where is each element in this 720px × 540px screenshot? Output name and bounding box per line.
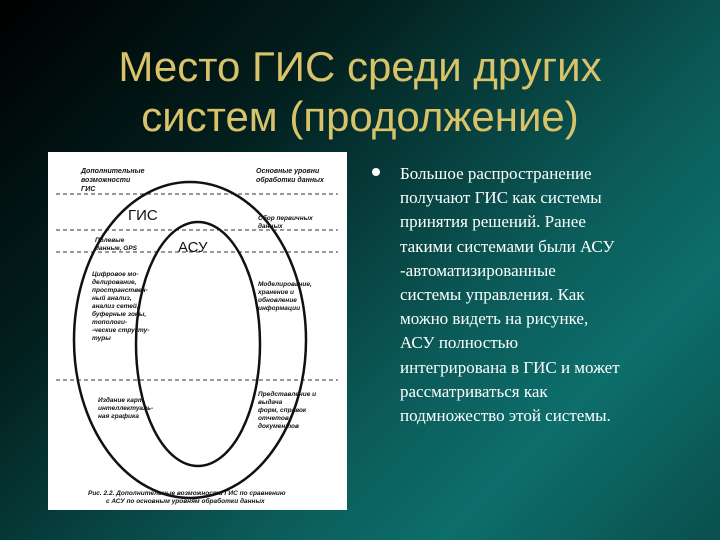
left-item-modeling (92, 271, 151, 342)
bullet-line: системы управления. Как (400, 285, 585, 305)
figure-caption (88, 490, 287, 505)
bullet-line: -автоматизированные (400, 260, 556, 280)
bullet-line: Большое распространение (400, 164, 592, 183)
left-header-line: возможности (81, 177, 131, 184)
left-item-line: ная графика (98, 413, 139, 420)
left-item-line: Издание карт, (98, 397, 146, 404)
caption-line: Рис. 2.2. Дополнительные возможности ГИС по сравнению (88, 490, 286, 497)
right-item-line: информации (258, 305, 301, 312)
right-item-line: отчетов, (258, 415, 291, 422)
left-item-line: пространствен- (92, 287, 148, 294)
right-item-line: документов (258, 423, 299, 430)
left-item-line: -ческие структу- (92, 327, 150, 334)
right-item-line: данных (258, 223, 283, 230)
right-item-line: Представление и (258, 391, 317, 398)
gis-asu-figure (48, 152, 347, 510)
right-header-line: Основные уровни (256, 168, 320, 175)
bullet-line: подмножество этой системы. (400, 406, 611, 426)
bullet-line: АСУ полностью (400, 333, 519, 353)
right-header (256, 168, 325, 184)
bullet-line: рассматриваться как (400, 381, 548, 401)
left-item-line: анализ сетей, (92, 303, 139, 310)
right-item-storage (257, 280, 314, 312)
bullet-line: интегрирована в ГИС и может (400, 357, 620, 377)
bullet-dot-icon (372, 168, 380, 176)
right-item-line: форм, справок (258, 407, 307, 414)
left-item-line: туры (92, 335, 111, 342)
left-header-line: Дополнительные (81, 168, 145, 175)
bullet-line: принятия решений. Ранее (400, 212, 586, 232)
bullet-line: такими системами были АСУ (400, 236, 615, 256)
caption-line: с АСУ по основным уровням обработки данных (106, 498, 265, 505)
bullet-line: можно видеть на рисунке, (400, 309, 589, 329)
left-item-line: ный анализ, (92, 295, 132, 302)
left-item-line: буферные зоны, (92, 311, 147, 318)
left-item-field-data (95, 237, 138, 252)
left-item-line: топологи- (92, 319, 128, 326)
left-header (80, 168, 146, 193)
left-item-maps (98, 396, 155, 420)
right-item-line: обновление (258, 297, 297, 304)
left-item-line: Полевые (95, 237, 125, 244)
right-item-line: выдача (258, 399, 283, 406)
left-item-line: Цифровое мо- (92, 271, 139, 278)
figure-diagram (48, 152, 347, 510)
right-item-line: хранение и (258, 289, 295, 296)
right-item-line: Моделирование, (258, 281, 312, 288)
right-item-output (258, 390, 318, 430)
bullet-line: получают ГИС как системы (400, 188, 602, 208)
title-line-1: Место ГИС среди других (118, 43, 602, 90)
asu-label: АСУ (178, 239, 208, 256)
left-item-line: делирование, (92, 279, 137, 286)
left-header-line: ГИС (81, 186, 96, 193)
slide-title (70, 42, 650, 142)
gis-label: ГИС (128, 207, 158, 224)
left-item-line: интеллектуаль- (98, 405, 154, 412)
bullet-text (400, 162, 700, 428)
title-line-2: систем (продолжение) (141, 93, 579, 140)
right-header-line: обработки данных (256, 177, 324, 184)
left-item-line: данные, GPS (95, 245, 137, 252)
asu-ellipse (136, 222, 260, 466)
right-item-line: Сбор первичных (258, 215, 313, 222)
